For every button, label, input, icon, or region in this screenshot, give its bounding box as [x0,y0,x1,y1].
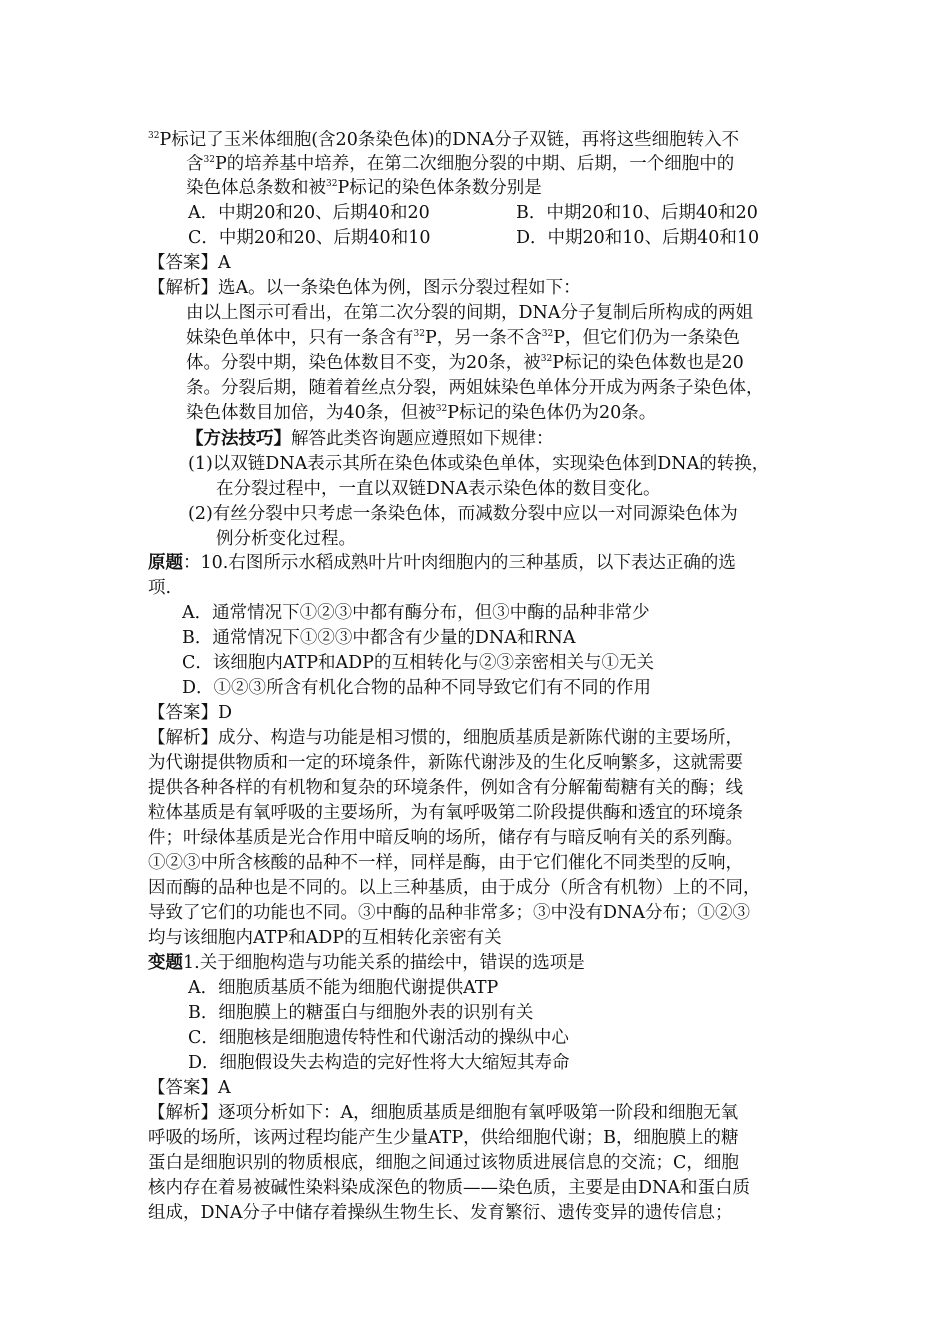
q1-rule-2a: (2)有丝分裂中只考虑一条染色体，而减数分裂中应以一对同源染色体为 [188,504,738,524]
q3-option-a: A．细胞质基质不能为细胞代谢提供ATP [188,978,499,998]
q3-analysis-line-1: 呼吸的场所，该两过程均能产生少量ATP，供给细胞代谢；B，细胞膜上的糖 [148,1128,739,1148]
analysis-label: 【解析】 [148,278,218,298]
isotope-superscript: 32 [413,329,425,339]
q2-analysis-line-3: 粒体基质是有氧呼吸的主要场所，为有氧呼吸第二阶段提供酶和透宜的环境条 [148,803,743,823]
text-seg: P标记的染色体仍为20条。 [447,403,657,423]
text-seg: 染色体数目加倍，为40条，但被 [186,403,436,423]
isotope-superscript: 32 [540,354,553,364]
q3-option-d: D．细胞假设失去构造的完好性将大大缩短其寿命 [188,1053,570,1073]
text-seg: 体。分裂中期，染色体数目不变，为20条，被 [186,353,541,373]
q2-stem-line-1 [148,551,736,575]
q3-answer [148,1076,231,1100]
q1-option-a: A．中期20和20、后期40和20 [188,203,430,223]
q1-option-d: D．中期20和10、后期40和10 [516,228,760,248]
analysis-text: 选A。以一条染色体为例，图示分裂过程如下： [218,278,581,298]
q2-option-b: B．通常情况下①②③中都含有少量的DNA和RNA [182,628,576,648]
q3-analysis-line-0 [148,1101,738,1125]
analysis-label: 【解析】 [148,1103,218,1123]
variant-question-label: 变题 [148,953,183,973]
q1-answer [148,251,231,275]
q3-analysis-line-4: 组成，DNA分子中储存着操纵生物生长、发育繁衍、遗传变异的遗传信息； [148,1203,733,1223]
q1-analysis-line-3 [186,351,744,375]
q2-analysis-line-5: ①②③中所含核酸的品种不一样，同样是酶，由于它们催化不同类型的反响， [148,853,743,873]
text-seg: P，但它们仍为一条染色 [553,328,740,348]
answer-label: 【答案】 [148,1078,218,1098]
q1-analysis-line-2 [186,326,740,350]
q3-analysis-line-3: 核内存在着易被碱性染料染成深色的物质——染色质，主要是由DNA和蛋白质 [148,1178,750,1198]
q2-option-d: D．①②③所含有机化合物的品种不同导致它们有不同的作用 [182,678,652,698]
analysis-text: 逐项分析如下：A，细胞质基质是细胞有氧呼吸第一阶段和细胞无氧 [218,1103,739,1123]
answer-label: 【答案】 [148,253,218,273]
isotope-superscript: 32 [326,179,338,189]
label-colon: ： [183,553,201,573]
isotope-superscript: 32 [541,329,554,339]
q3-analysis-line-2: 蛋白是细胞识别的物质根底，细胞之间通过该物质进展信息的交流；C，细胞 [148,1153,739,1173]
text-seg: P标记的染色体数也是20 [552,353,744,373]
q1-stem-line-1 [148,128,739,152]
method-text: 解答此类咨询题应遵照如下规律： [291,429,554,449]
answer-label: 【答案】 [148,703,218,723]
isotope-superscript: 32 [435,404,448,414]
q1-rule-2b: 例分析变化过程。 [216,529,356,549]
q1-analysis-first [148,276,581,300]
q3-option-b: B．细胞膜上的糖蛋白与细胞外表的识别有关 [188,1003,534,1023]
q1-analysis-line-1: 由以上图示可看出，在第二次分裂的间期，DNA分子复制后所构成的两姐 [186,303,753,323]
q2-analysis-line-6: 因而酶的品种也是不同的。以上三种基质，由于成分（所含有机物）上的不同， [148,878,761,898]
q2-analysis-line-2: 提供各种各样的有机物和复杂的环境条件，例如含有分解葡萄糖有关的酶；线 [148,778,743,798]
q3-option-c: C．细胞核是细胞遗传特性和代谢活动的操纵中心 [188,1028,569,1048]
q1-option-b: B．中期20和10、后期40和20 [516,203,758,223]
q3-stem [148,951,585,975]
q2-analysis-line-4: 件；叶绿体基质是光合作用中暗反响的场所，储存有与暗反响有关的系列酶。 [148,828,743,848]
q1-analysis-line-5 [186,401,656,425]
q1-rule-1a: (1)以双链DNA表示其所在染色体或染色单体，实现染色体到DNA的转换， [188,454,770,474]
method-label: 【方法技巧】 [186,429,291,449]
q2-option-a: A．通常情况下①②③中都有酶分布，但③中酶的品种非常少 [182,603,650,623]
analysis-label: 【解析】 [148,728,218,748]
isotope-superscript: 32 [148,131,160,141]
q2-analysis-line-8: 均与该细胞内ATP和ADP的互相转化亲密有关 [148,928,502,948]
q2-stem-text: 10.右图所示水稻成熟叶片叶肉细胞内的三种基质，以下表达正确的选 [200,553,736,573]
q1-stem-line-2 [186,152,734,176]
q1-stem-text-3b: P标记的染色体条数分别是 [337,178,542,198]
analysis-text: 成分、构造与功能是相习惯的，细胞质基质是新陈代谢的主要场所， [218,728,743,748]
original-question-label: 原题 [148,553,183,573]
q1-option-c: C．中期20和20、后期40和10 [188,228,431,248]
q2-analysis-line-1: 为代谢提供物质和一定的环境条件，新陈代谢涉及的生化反响繁多，这就需要 [148,753,743,773]
q2-analysis-line-7: 导致了它们的功能也不同。③中酶的品种非常多；③中没有DNA分布；①②③ [148,903,750,923]
q1-stem-text-3a: 染色体总条数和被 [186,178,326,198]
answer-value: D [218,703,233,723]
q1-stem-line-3 [186,176,542,200]
q1-analysis-line-4: 条。分裂后期，随着着丝点分裂，两姐妹染色单体分开成为两条子染色体， [186,378,764,398]
q1-stem-text-2b: P的培养基中培养，在第二次细胞分裂的中期、后期，一个细胞中的 [214,154,735,174]
q2-answer [148,701,232,725]
q1-stem-text-1: P标记了玉米体细胞(含20条染色体)的DNA分子双链，再将这些细胞转入不 [159,130,740,150]
q1-stem-text-2a: 含 [186,154,204,174]
text-seg: 妹染色单体中，只有一条含有 [186,328,414,348]
isotope-superscript: 32 [203,155,215,165]
q1-method [186,427,554,451]
q2-stem-line-2: 项. [148,578,172,598]
q1-rule-1b: 在分裂过程中，一直以双链DNA表示染色体的数目变化。 [216,479,661,499]
q2-option-c: C．该细胞内ATP和ADP的互相转化与②③亲密相关与①无关 [182,653,654,673]
answer-value: A [218,253,231,273]
q3-stem-text: 1.关于细胞构造与功能关系的描绘中，错误的选项是 [183,953,585,973]
q2-analysis-line-0 [148,726,743,750]
text-seg: P，另一条不含 [424,328,542,348]
answer-value: A [218,1078,231,1098]
